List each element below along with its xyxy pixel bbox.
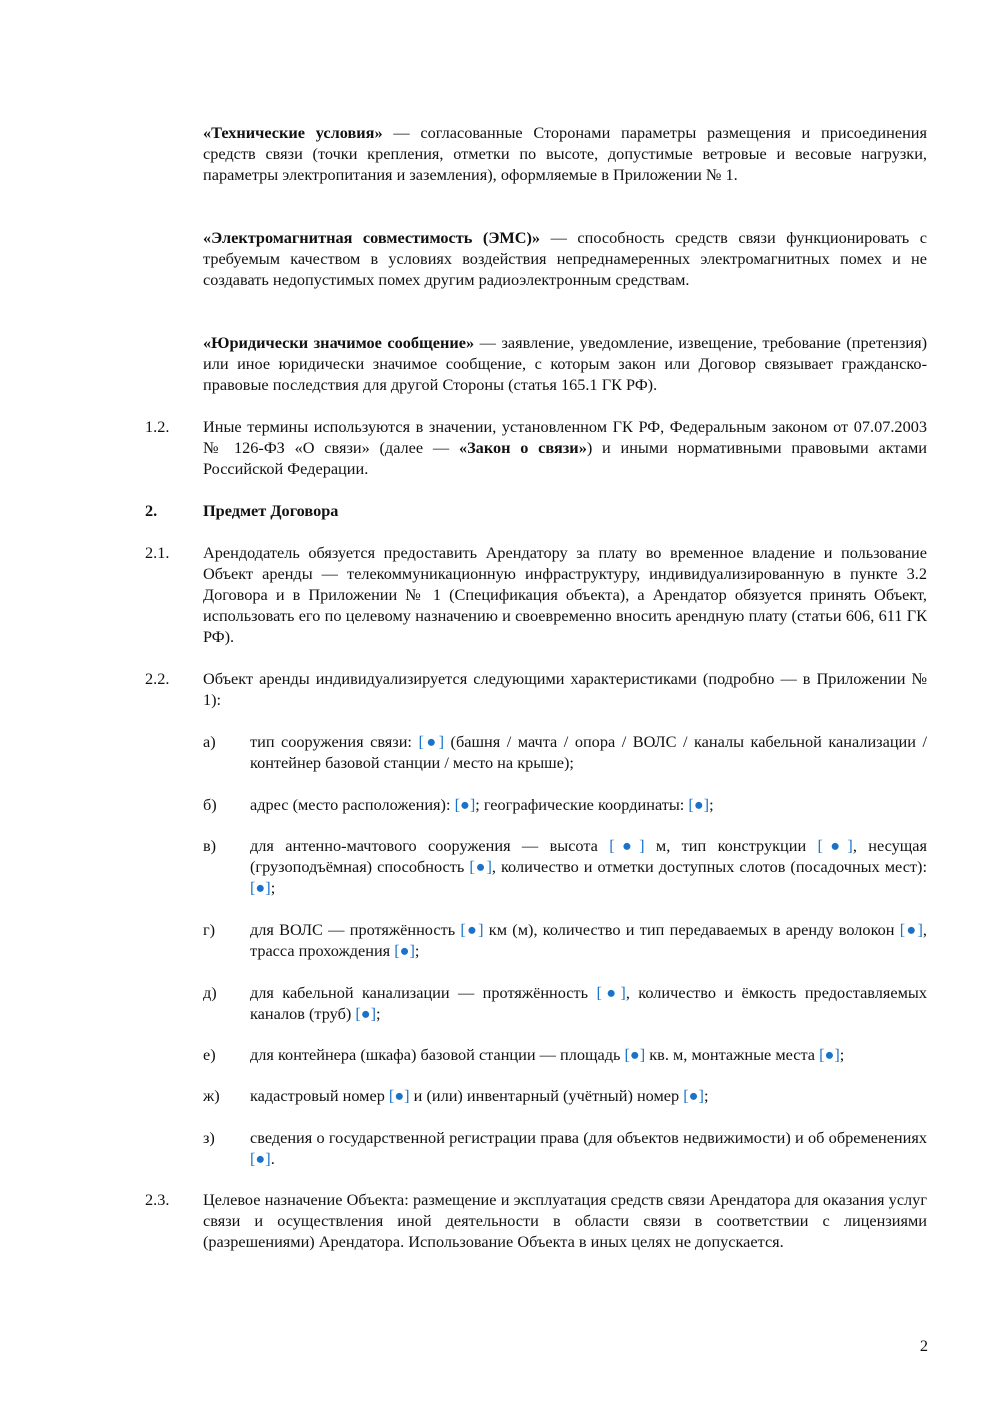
list-item-letter: в) [203, 836, 217, 855]
clause-number: 2.1. [145, 543, 170, 562]
clause-text-part: ) и иными нормативными правовыми актами Российской Федерации. [203, 438, 927, 478]
placeholder-marker: [●] [418, 732, 445, 751]
list-item-letter: г) [203, 920, 216, 939]
section-number: 2. [145, 501, 158, 520]
list-item-text-part: ; [709, 795, 714, 814]
list-item-text [250, 919, 927, 961]
list-item-letter: е) [203, 1045, 216, 1064]
list-item-text-part: и (или) инвентарный (учётный) номер [409, 1086, 684, 1105]
clause-text: Целевое назначение Объекта: размещение и эксплуатация средств связи Арендатора для оказания услуг связи и осуществления иной деятельности в области связи в соответствии с лицензиями (разрешениями) Арендатора. Использование Объекта в иных целях не допускается. [203, 1190, 927, 1251]
list-item-letter: ж) [203, 1086, 220, 1105]
list-item-text-part: кв. м, монтажные места [645, 1045, 820, 1064]
placeholder-marker: [●] [819, 1045, 840, 1064]
list-item-text-part: для ВОЛС — протяжённость [250, 920, 461, 939]
list-item-text-part: кадастровый номер [250, 1086, 389, 1105]
definition-technical-conditions [203, 122, 927, 185]
list-item-text-part: для контейнера (шкафа) базовой станции — площадь [250, 1045, 625, 1064]
definition-term: «Технические условия» [203, 123, 383, 142]
placeholder-marker: [●] [596, 983, 626, 1002]
placeholder-marker: [●] [460, 920, 484, 939]
clause-text: Арендодатель обязуется предоставить Арендатору за плату во временное владение и пользование Объект аренды — телекоммуникационную инфраструктуру, индивидуализированную в пункте 3.2 Договора и в Приложении № 1 (Спецификация объекта), а Арендатор обязуется принять Объект, использовать его по целевому назначению и своевременно вносить арендную плату (статьи 606, 611 ГК РФ). [203, 543, 927, 646]
definition-text: — заявление, уведомление, извещение, требование (претензия) или иное юридически значимое сообщение, с которым закон или Договор связывает гражданско-правовые последствия для другой Стороны (статья 165.1 ГК РФ). [203, 333, 927, 394]
clause-number: 2.3. [145, 1190, 170, 1209]
placeholder-marker: [●] [688, 795, 710, 814]
list-item-text-part: для антенно-мачтового сооружения — высота [250, 836, 610, 855]
list-item-letter: з) [203, 1128, 215, 1147]
list-item-text-part: , несущая (грузоподъёмная) способность [250, 836, 927, 876]
defined-term: «Закон о связи» [458, 438, 587, 457]
list-item-text-part: . [270, 1149, 275, 1168]
list-item-letter: д) [203, 983, 217, 1002]
clause-number: 1.2. [145, 417, 170, 436]
list-item-text-part: (башня / мачта / опора / ВОЛС / каналы кабельной канализации / контейнер базовой станции / место на крыше); [250, 732, 927, 772]
placeholder-marker: [●] [355, 1004, 377, 1023]
definition-emc [203, 227, 927, 290]
list-item-text-part: тип сооружения связи: [250, 732, 419, 751]
list-item-letter: а) [203, 732, 216, 751]
list-item-text-part: ; географические координаты: [475, 795, 689, 814]
clause-text: Объект аренды индивидуализируется следующими характеристиками (подробно — в Приложении № 1): [203, 669, 927, 709]
page-number: 2 [919, 1336, 928, 1355]
placeholder-marker: [●] [609, 836, 645, 855]
clause-text-part: Иные термины используются в значении, установленном ГК РФ, Федеральным законом от 07.07.2003 № 126-ФЗ «О связи» (далее — [203, 417, 927, 457]
section-title: Предмет Договора [203, 501, 339, 520]
list-item-text [250, 835, 927, 898]
placeholder-marker: [●] [250, 1149, 271, 1168]
clause-number: 2.2. [145, 669, 170, 688]
list-item-text-part: для кабельной канализации — протяжённость [250, 983, 597, 1002]
definition-term: «Юридически значимое сообщение» [203, 333, 475, 352]
placeholder-marker: [●] [469, 857, 492, 876]
list-item-text-part: , количество и ёмкость предоставляемых каналов (труб) [250, 983, 927, 1023]
list-item-text-part: ; [414, 941, 420, 960]
list-item-text-part: ; [270, 878, 276, 897]
list-item-letter: б) [203, 795, 217, 814]
list-item-text [250, 731, 927, 773]
placeholder-marker: [●] [899, 920, 923, 939]
list-item-text [250, 1044, 927, 1065]
list-item-text-part: , трасса прохождения [250, 920, 927, 960]
list-item-text [250, 794, 927, 815]
clause-text [203, 416, 927, 479]
placeholder-marker: [●] [454, 795, 476, 814]
placeholder-marker: [●] [624, 1045, 646, 1064]
placeholder-marker: [●] [250, 878, 271, 897]
list-item-text-part: , количество и отметки доступных слотов (посадочных мест): [491, 857, 927, 876]
placeholder-marker: [●] [388, 1086, 410, 1105]
list-item-text [250, 982, 927, 1024]
definition-term: «Электромагнитная совместимость (ЭМС)» [203, 228, 541, 247]
list-item-text [250, 1127, 927, 1169]
list-item-text-part: ; [703, 1086, 709, 1105]
placeholder-marker: [●] [683, 1086, 704, 1105]
list-item-text-part: адрес (место расположения): [250, 795, 455, 814]
list-item-text-part: км (м), количество и тип передаваемых в аренду волокон [483, 920, 900, 939]
definition-text: — согласованные Сторонами параметры размещения и присоединения средств связи (точки крепления, отметки по высоте, допустимые ветровые и весовые нагрузки, параметры электропитания и заземления), оформляемые в Приложении № 1. [203, 123, 928, 184]
list-item-text-part: сведения о государственной регистрации права (для объектов недвижимости) и об обременениях [250, 1128, 927, 1147]
placeholder-marker: [●] [394, 941, 415, 960]
definition-legal-message [203, 332, 927, 395]
list-item-text [250, 1085, 927, 1106]
placeholder-marker: [●] [817, 836, 853, 855]
list-item-text-part: м, тип конструкции [644, 836, 818, 855]
definition-text: — способность средств связи функционировать с требуемым качеством в условиях воздействия непреднамеренных электромагнитных помех и не создавать недопустимых помех другим радиоэлектронным средствам. [203, 228, 927, 289]
list-item-text-part: ; [376, 1004, 381, 1023]
list-item-text-part: ; [839, 1045, 845, 1064]
